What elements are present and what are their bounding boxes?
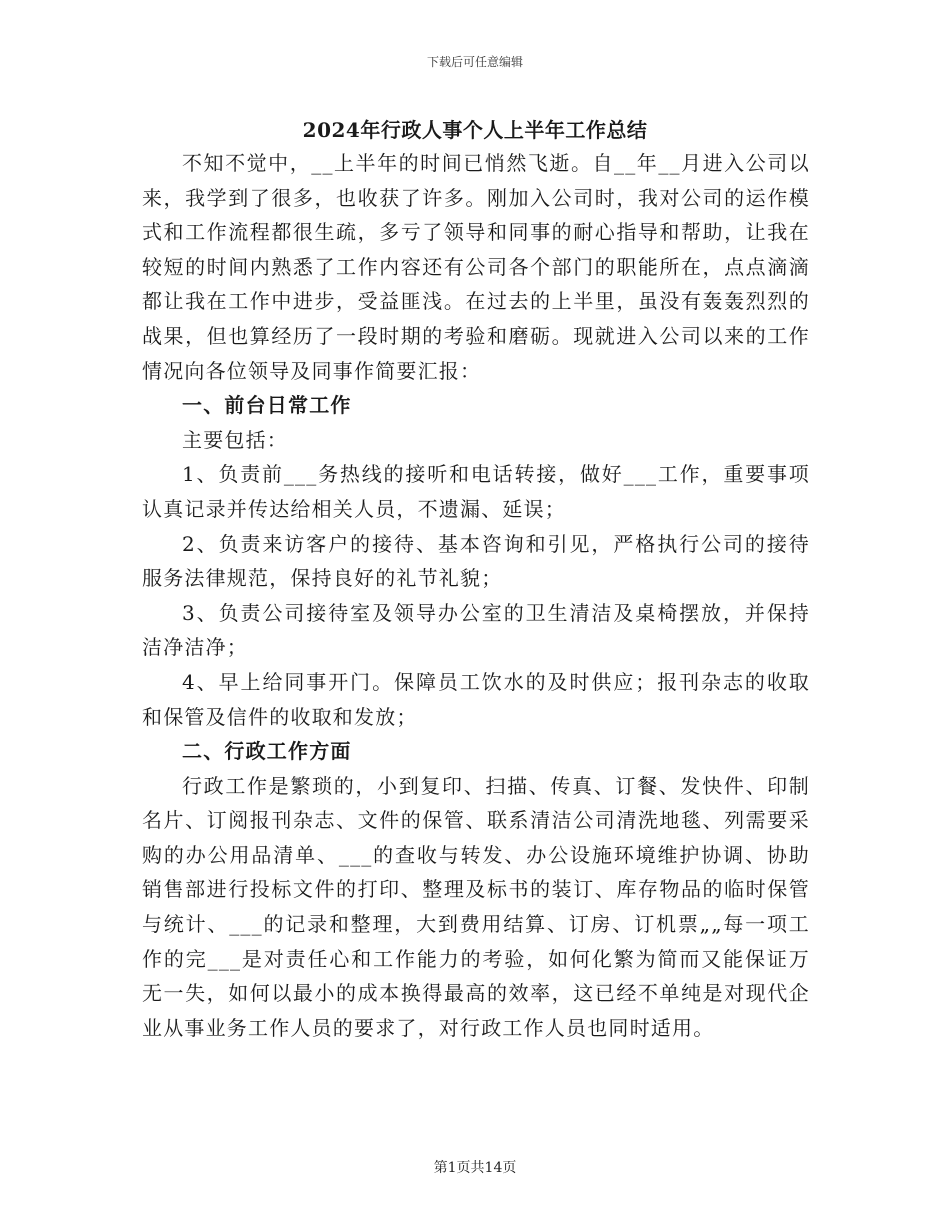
list-item: 2、负责来访客户的接待、基本咨询和引见，严格执行公司的接待服务法律规范，保持良好的礼节礼貌； — [142, 531, 810, 591]
list-item: 1、负责前___务热线的接听和电话转接，做好___工作，重要事项认真记录并传达给相关人员，不遗漏、延误； — [142, 462, 810, 521]
section-lead: 主要包括： — [182, 427, 288, 452]
list-item: 3、负责公司接待室及领导办公室的卫生清洁及桌椅摆放，并保持洁净洁净； — [142, 600, 810, 660]
document-body — [142, 146, 810, 1045]
intro-paragraph: 不知不觉中，__上半年的时间已悄然飞逝。自__年__月进入公司以来，我学到了很多，也收获了许多。刚加入公司时，我对公司的运作模式和工作流程都很生疏，多亏了领导和同事的耐心指导和帮助，让我在较短的时间内熟悉了工作内容还有公司各个部门的职能所在，点点滴滴都让我在工作中进步，受益匪浅。在过去的上半里，虽没有轰轰烈烈的战果，但也算经历了一段时期的考验和磨砺。现就进入公司以来的工作情况向各位领导及同事作简要汇报： — [142, 151, 810, 383]
list-item: 4、早上给同事开门。保障员工饮水的及时供应；报刊杂志的收取和保管及信件的收取和发放； — [142, 669, 810, 729]
document-title: 2024年行政人事个人上半年工作总结 — [302, 118, 648, 142]
section-heading-front-desk: 一、前台日常工作 — [182, 393, 352, 418]
section-heading-administration: 二、行政工作方面 — [182, 739, 352, 764]
header-note: 下载后可任意编辑 — [426, 55, 523, 69]
administration-paragraph: 行政工作是繁琐的，小到复印、扫描、传真、订餐、发快件、印制名片、订阅报刊杂志、文件的保管、联系清洁公司清洗地毯、列需要采购的办公用品清单、___的查收与转发、办公设施环境维护协调、协助销售部进行投标文件的打印、整理及标书的装订、库存物品的临时保管与统计、___的记录和整理，大到费用结算、订房、订机票„„每一项工作的完___是对责任心和工作能力的考验，如何化繁为简而又能保证万无一失，如何以最小的成本换得最高的效率，这已经不单纯是对现代企业从事业务工作人员的要求了，对行政工作人员也同时适用。 — [142, 773, 810, 1040]
page-number: 第1页共14页 — [433, 1160, 517, 1176]
